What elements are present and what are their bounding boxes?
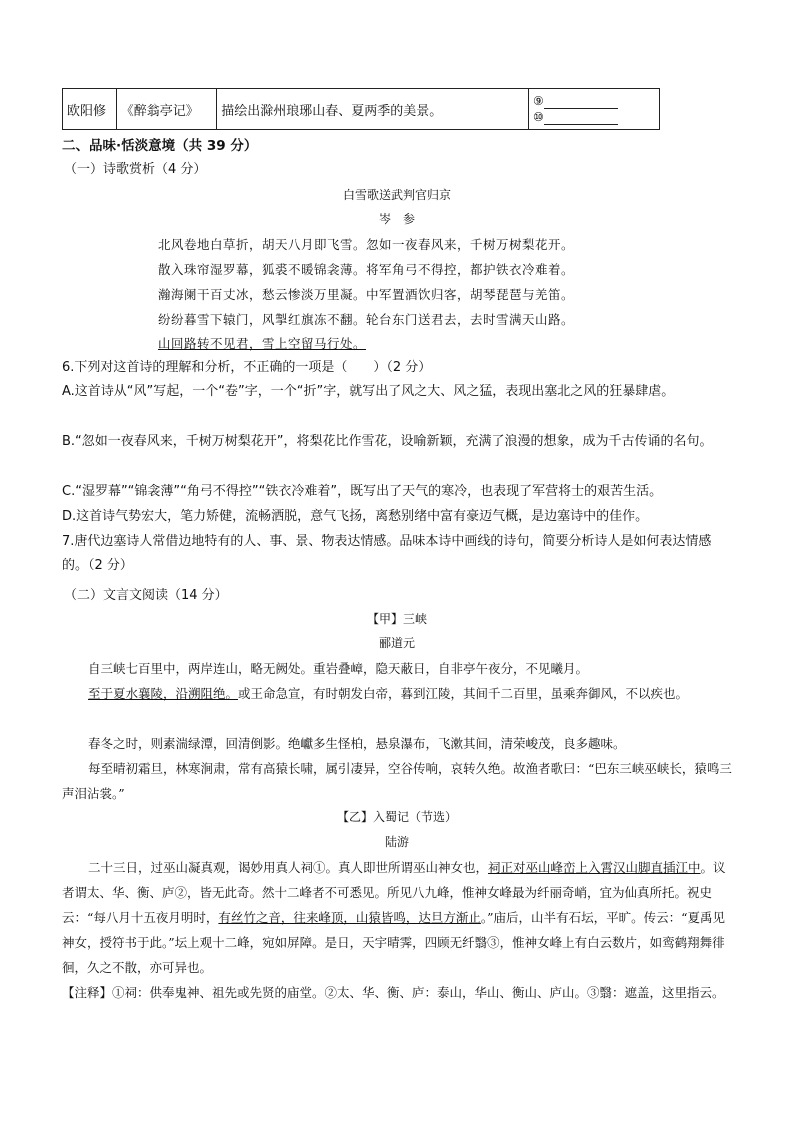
poem-line: 北风卷地白草折，胡天八月即飞雪。忽如一夜春风来，千树万树梨花开。 bbox=[158, 237, 575, 252]
poem-line: 散入珠帘湿罗幕，狐裘不暖锦衾薄。将军角弓不得控，都护铁衣冷难着。 bbox=[158, 262, 575, 277]
question-6: 6.下列对这首诗的理解和分析，不正确的一项是（ ）（2 分） bbox=[62, 360, 432, 375]
poem-line-underlined: 山回路转不见君，雪上空留马行处。 bbox=[158, 336, 367, 351]
blank-9-label: ⑨ bbox=[532, 94, 544, 108]
classical-part-heading: （二）文言文阅读（14 分） bbox=[64, 588, 228, 603]
table-row bbox=[63, 89, 660, 130]
yi-author: 陆游 bbox=[384, 835, 409, 849]
jia-author: 郦道元 bbox=[378, 636, 415, 650]
poem-line: 瀚海阑干百丈冰，愁云惨淡万里凝。中军置酒饮归客，胡琴琵琶与羌笛。 bbox=[158, 287, 575, 302]
yi-paragraph bbox=[62, 855, 732, 980]
yi-underlined-sentence-1: 祠正对巫山峰峦上入霄汉山脚直插江中 bbox=[488, 860, 701, 875]
blank-10-label: ⑩ bbox=[532, 110, 544, 124]
jia-paragraph-4: 每至晴初霜旦，林寒涧肃，常有高猿长啸，属引凄异，空谷传响，哀转久绝。故渔者歌曰：“巴东三峡巫峡长，猿鸣三声泪沾裳。” bbox=[62, 761, 732, 801]
answer-blank-9[interactable] bbox=[544, 97, 618, 109]
section-two-title: 二、品味·恬淡意境（共 39 分） bbox=[62, 138, 258, 154]
question-6-option-a: A.这首诗从“风”写起，一个“卷”字，一个“折”字，就写出了风之大、风之猛，表现出塞北之风的狂暴肆虐。 bbox=[62, 384, 675, 399]
literature-table bbox=[62, 88, 660, 130]
description-cell: 描绘出滁州琅琊山春、夏两季的美景。 bbox=[217, 89, 529, 130]
jia-paragraph-1: 自三峡七百里中，两岸连山，略无阙处。重岩叠嶂，隐天蔽日，自非亭午夜分，不见曦月。 bbox=[88, 661, 589, 676]
poem-line: 纷纷暮雪下辕门，风掣红旗冻不翻。轮台东门送君去，去时雪满天山路。 bbox=[158, 312, 575, 327]
jia-underlined-sentence: 至于夏水襄陵，沿溯阻绝。 bbox=[88, 686, 239, 701]
jia-title: 【甲】三峡 bbox=[366, 612, 427, 626]
yi-text: 。”庙后，山半有石坛，平旷。传云：“夏禹见神女，授符书于此。”坛上观十二峰，宛如屏障。是日，天宇晴霁，四顾无纤翳③，惟神女峰上有白云数片，如鸾鹤翔舞徘徊，久之不散，亦可异也。 bbox=[62, 910, 725, 975]
question-6-option-b: B.“忽如一夜春风来，千树万树梨花开”，将梨花比作雪花，设喻新颖，充满了浪漫的想象，成为千古传诵的名句。 bbox=[62, 434, 713, 449]
question-6-option-d: D.这首诗气势宏大，笔力矫健，流畅洒脱，意气飞扬，离愁别绪中富有豪迈气概，是边塞诗中的佳作。 bbox=[62, 509, 649, 524]
poetry-part-heading: （一）诗歌赏析（4 分） bbox=[64, 162, 207, 177]
poem-author: 岑 参 bbox=[378, 212, 415, 226]
jia-paragraph-2-rest: 或王命急宣，有时朝发白帝，暮到江陵，其间千二百里，虽乘奔御风，不以疾也。 bbox=[238, 686, 689, 701]
answer-blank-10[interactable] bbox=[544, 113, 618, 125]
question-6-option-c: C.“湿罗幕”“锦衾薄”“角弓不得控”“铁衣冷难着”，既写出了天气的寒冷，也表现了军营将士的艰苦生活。 bbox=[62, 484, 663, 499]
question-7: 7.唐代边塞诗人常借边地特有的人、事、景、物表达情感。品味本诗中画线的诗句，简要分析诗人是如何表达情感的。（2 分） bbox=[62, 534, 712, 573]
yi-text: 二十三日，过巫山凝真观，谒妙用真人祠①。真人即世所谓巫山神女也， bbox=[88, 860, 489, 875]
yi-underlined-sentence-2: 有丝竹之音，往来峰顶，山猿皆鸣，达旦方渐止 bbox=[218, 910, 481, 925]
yi-title: 【乙】入蜀记（节选） bbox=[336, 810, 457, 824]
poem-title: 白雪歌送武判官归京 bbox=[342, 188, 451, 202]
work-cell: 《醉翁亭记》 bbox=[116, 89, 217, 130]
yi-text: 。议者谓太、华、衡、庐②，皆无此奇。然十二峰者不可悉见。所见八九峰，惟神女峰最为纤丽奇峭，宜为仙真所托。祝史云：“每八月十五夜月明时， bbox=[62, 860, 726, 925]
jia-paragraph-2 bbox=[62, 681, 732, 706]
author-cell: 欧阳修 bbox=[63, 89, 117, 130]
jia-paragraph-3: 春冬之时，则素湍绿潭，回清倒影。绝巘多生怪柏，悬泉瀑布，飞漱其间，清荣峻茂，良多趣味。 bbox=[88, 736, 626, 751]
annotation-notes: 【注释】①祠：供奉鬼神、祖先或先贤的庙堂。②太、华、衡、庐：泰山，华山、衡山、庐山。③翳：遮盖，这里指云。 bbox=[62, 985, 725, 1000]
answer-blank-cell bbox=[528, 89, 659, 130]
